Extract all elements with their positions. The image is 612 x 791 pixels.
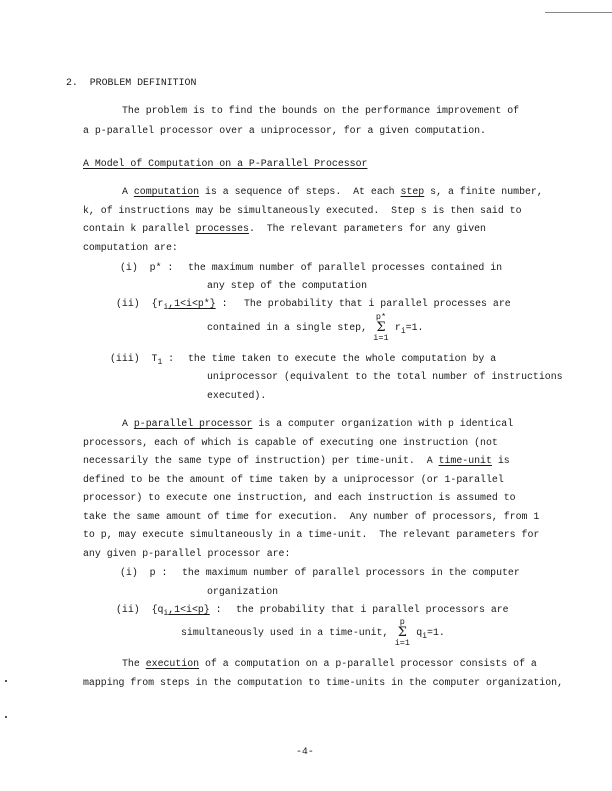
text: s, a finite number, xyxy=(424,186,543,197)
param-desc: any step of the computation xyxy=(207,280,368,291)
paragraph-line: any given p-parallel processor are: xyxy=(83,548,291,559)
paragraph-line: processors, each of which is capable of executing one instruction (not xyxy=(83,437,498,448)
param-label: (i) p : xyxy=(120,567,168,578)
term-computation: computation xyxy=(133,186,200,197)
paragraph-line: processor) to execute one instruction, and each instruction is assumed to xyxy=(83,492,516,503)
param-row xyxy=(116,298,511,310)
param-desc: the maximum number of parallel processors in the computer xyxy=(182,567,520,578)
paragraph-line: computation are: xyxy=(83,242,178,253)
param-desc: organization xyxy=(207,586,279,597)
section-title: PROBLEM DEFINITION xyxy=(89,77,197,88)
paragraph-line: A p-parallel processor is a computer organization with p identical xyxy=(122,418,514,429)
summation-icon: Σ p i=1 xyxy=(394,617,411,648)
text: contain k parallel xyxy=(83,223,196,234)
param-label: (iii) $T_1$ : xyxy=(110,353,175,367)
text: is a sequence of steps. At each xyxy=(199,186,401,197)
paragraph-line: mapping from steps in the computation to time-units in the computer organization, xyxy=(83,677,564,688)
paragraph-line: necessarily the same type of instruction) per time-unit. A time-unit is xyxy=(83,455,510,466)
param-desc: The probability that i parallel processes are xyxy=(244,298,511,309)
scan-mark xyxy=(5,680,7,682)
param-label: (i) p* : xyxy=(120,262,174,273)
param-label: (ii) $\{r_i,1<i<p*\}$ : xyxy=(116,298,228,312)
section-number: 2. xyxy=(66,77,78,88)
subsection-title: A Model of Computation on a P-Parallel Processor xyxy=(83,158,368,169)
text: A xyxy=(122,186,134,197)
param-desc: simultaneously used in a time-unit, Σ p i=1 $q_i=1$. xyxy=(181,617,445,648)
param-row xyxy=(120,567,520,579)
paragraph-line: to p, may execute simultaneously in a time-unit. The relevant parameters for xyxy=(83,529,540,540)
param-row xyxy=(110,353,496,365)
param-label: (ii) $\{q_i,1<i<p\}$ : xyxy=(116,604,222,618)
summation-icon: Σ p* i=1 xyxy=(373,312,389,343)
param-desc: uniprocessor (equivalent to the total number of instructions xyxy=(207,371,563,382)
term-execution: execution xyxy=(145,658,200,669)
paragraph-line: k, of instructions may be simultaneously executed. Step s is then said to xyxy=(83,205,522,216)
param-row xyxy=(120,262,502,274)
section-heading xyxy=(66,77,196,89)
paragraph-line: The problem is to find the bounds on the performance improvement of xyxy=(122,105,520,116)
paragraph-line: take the same amount of time for execution. Any number of processors, from 1 xyxy=(83,511,540,522)
param-desc: the probability that i parallel processors are xyxy=(236,604,509,615)
paragraph-line xyxy=(83,223,486,235)
term-p-parallel-processor: p-parallel processor xyxy=(133,418,253,429)
param-desc: executed). xyxy=(207,390,267,401)
term-processes: processes xyxy=(195,223,249,234)
scan-mark xyxy=(5,716,7,718)
paragraph-line: defined to be the amount of time taken by a uniprocessor (or 1-parallel xyxy=(83,474,504,485)
param-desc: the maximum number of parallel processes contained in xyxy=(188,262,503,273)
param-desc: contained in a single step, Σ p* i=1 $r_i=1$. xyxy=(207,312,424,343)
scan-edge-line xyxy=(545,12,612,13)
paragraph-line xyxy=(122,186,543,198)
param-desc: the time taken to execute the whole computation by a xyxy=(188,353,497,364)
param-row xyxy=(116,604,509,616)
term-time-unit: time-unit xyxy=(438,455,492,466)
term-step: step xyxy=(400,186,425,197)
text: . The relevant parameters for any given xyxy=(248,223,486,234)
paragraph-line: The execution of a computation on a p-parallel processor consists of a xyxy=(122,658,537,669)
paragraph-line: a p-parallel processor over a uniprocessor, for a given computation. xyxy=(83,125,486,136)
page-number: -4- xyxy=(296,746,314,757)
